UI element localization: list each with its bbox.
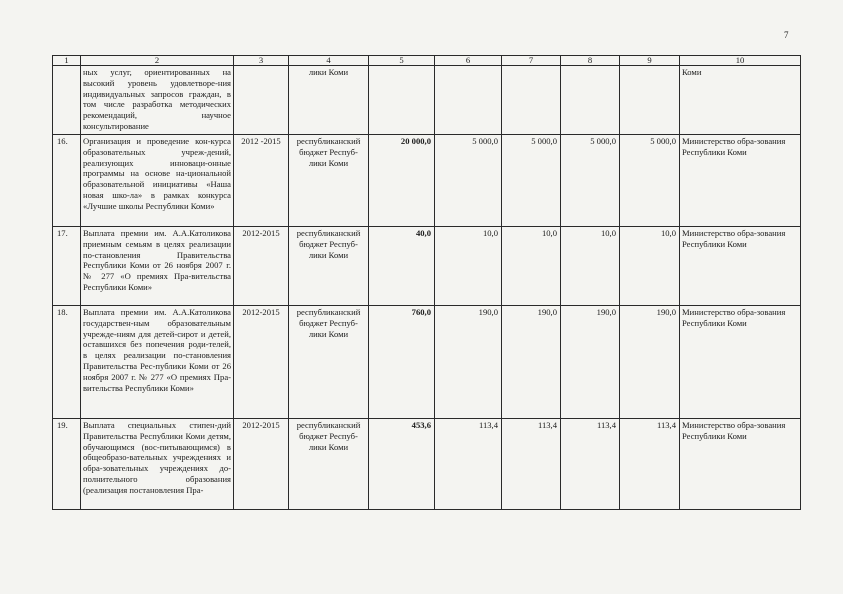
amount-2013: 10,0 bbox=[502, 227, 561, 306]
amount-2012: 190,0 bbox=[435, 306, 502, 419]
measure-name: Выплата премии им. А.А.Католикова приемным семьям в целях реализации по-становления Правительства Республики Коми от 26 ноября 2007 г. № 277 «О премиях Пра-вительства Республики Коми» bbox=[81, 227, 234, 306]
amount-2012: 113,4 bbox=[435, 419, 502, 510]
amount-2015: 190,0 bbox=[620, 306, 680, 419]
header-cell: 10 bbox=[680, 56, 801, 66]
page-number: 7 bbox=[784, 30, 789, 40]
executor: Министерство обра-зования Республики Коми bbox=[680, 419, 801, 510]
header-cell: 4 bbox=[289, 56, 369, 66]
table-row bbox=[53, 135, 801, 227]
amount-2015 bbox=[620, 66, 680, 135]
measure-name: Выплата премии им. А.А.Католикова государствен-ным образовательным учрежде-ниям для детей-сирот и детей, оставшихся без попечения роди-телей, в целях реализации по-становления Правительства Рес-публики Коми от 26 ноября 2007 г. № 277 «О премиях Пра-вительства Республики Коми» bbox=[81, 306, 234, 419]
column-number-header bbox=[53, 56, 801, 66]
amount-2015: 113,4 bbox=[620, 419, 680, 510]
table-row bbox=[53, 227, 801, 306]
header-cell: 5 bbox=[369, 56, 435, 66]
header-cell: 6 bbox=[435, 56, 502, 66]
header-cell: 2 bbox=[81, 56, 234, 66]
amount-2014: 113,4 bbox=[561, 419, 620, 510]
row-number: 17. bbox=[53, 227, 81, 306]
period: 2012 -2015 bbox=[234, 135, 289, 227]
measure-name: Организация и проведение кон-курса образовательных учреж-дений, реализующих инноваци-онные программы на основе на-циональной образовательной инициативы «Наша новая шко-ла» в рамках конкурса «Лучшие школы Республики Коми» bbox=[81, 135, 234, 227]
funding-source: республиканский бюджет Респуб-лики Коми bbox=[289, 306, 369, 419]
amount-2015: 5 000,0 bbox=[620, 135, 680, 227]
table-row bbox=[53, 419, 801, 510]
executor: Министерство обра-зования Республики Коми bbox=[680, 227, 801, 306]
amount-2014: 190,0 bbox=[561, 306, 620, 419]
funding-source: лики Коми bbox=[289, 66, 369, 135]
header-cell: 1 bbox=[53, 56, 81, 66]
executor: Министерство обра-зования Республики Коми bbox=[680, 135, 801, 227]
executor: Министерство обра-зования Республики Коми bbox=[680, 306, 801, 419]
table-row bbox=[53, 66, 801, 135]
period bbox=[234, 66, 289, 135]
amount-2012: 10,0 bbox=[435, 227, 502, 306]
total-amount: 20 000,0 bbox=[369, 135, 435, 227]
total-amount: 453,6 bbox=[369, 419, 435, 510]
header-cell: 7 bbox=[502, 56, 561, 66]
amount-2015: 10,0 bbox=[620, 227, 680, 306]
row-number: 16. bbox=[53, 135, 81, 227]
amount-2013 bbox=[502, 66, 561, 135]
amount-2012 bbox=[435, 66, 502, 135]
executor: Коми bbox=[680, 66, 801, 135]
amount-2013: 5 000,0 bbox=[502, 135, 561, 227]
total-amount bbox=[369, 66, 435, 135]
program-table bbox=[52, 55, 801, 510]
period: 2012-2015 bbox=[234, 227, 289, 306]
amount-2013: 190,0 bbox=[502, 306, 561, 419]
funding-source: республиканский бюджет Респуб-лики Коми bbox=[289, 227, 369, 306]
period: 2012-2015 bbox=[234, 419, 289, 510]
header-cell: 8 bbox=[561, 56, 620, 66]
period: 2012-2015 bbox=[234, 306, 289, 419]
amount-2014 bbox=[561, 66, 620, 135]
funding-source: республиканский бюджет Респуб-лики Коми bbox=[289, 419, 369, 510]
amount-2013: 113,4 bbox=[502, 419, 561, 510]
amount-2014: 10,0 bbox=[561, 227, 620, 306]
funding-source: республиканский бюджет Респуб-лики Коми bbox=[289, 135, 369, 227]
measure-name: ных услуг, ориентированных на высокий уровень удовлетворе-ния индивидуальных запросов граждан, в том числе разработка методических рекомендаций, научное консультирование bbox=[81, 66, 234, 135]
amount-2014: 5 000,0 bbox=[561, 135, 620, 227]
header-cell: 9 bbox=[620, 56, 680, 66]
total-amount: 760,0 bbox=[369, 306, 435, 419]
table-row bbox=[53, 306, 801, 419]
row-number: 19. bbox=[53, 419, 81, 510]
row-number: 18. bbox=[53, 306, 81, 419]
row-number bbox=[53, 66, 81, 135]
amount-2012: 5 000,0 bbox=[435, 135, 502, 227]
header-cell: 3 bbox=[234, 56, 289, 66]
measure-name: Выплата специальных стипен-дий Правительства Республики Коми детям, обучающимся (вос-питывающимся) в общеобразо-вательных учреждениях и обра-зовательных учреждениях до-полнительного образования (реализация постановления Пра- bbox=[81, 419, 234, 510]
total-amount: 40,0 bbox=[369, 227, 435, 306]
